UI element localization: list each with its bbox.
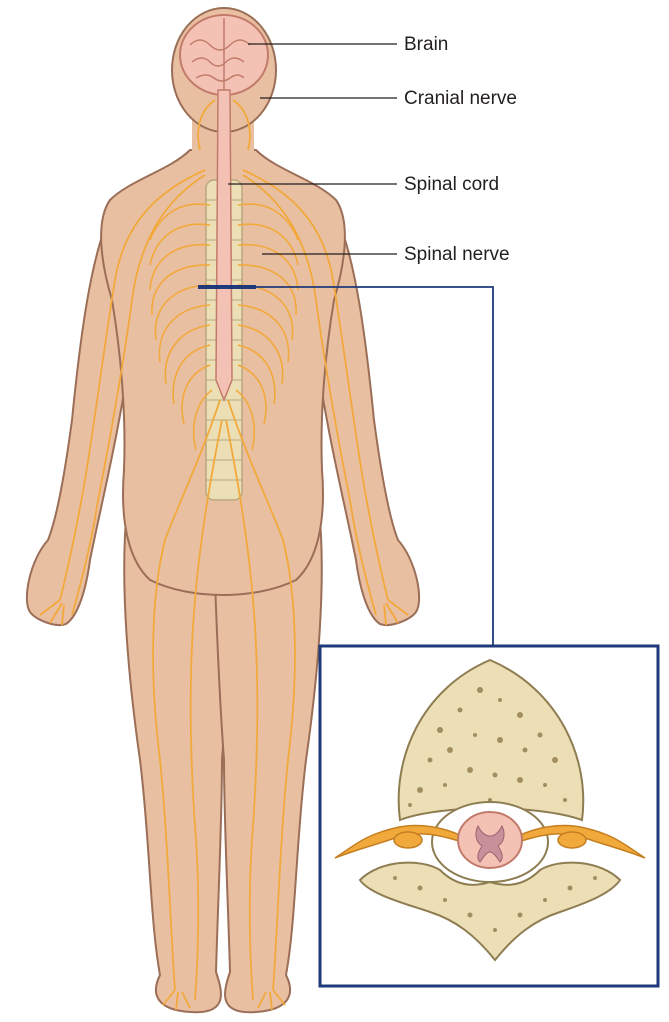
ganglion-left: [394, 832, 422, 848]
label-brain: Brain: [404, 34, 449, 55]
ganglion-right: [558, 832, 586, 848]
label-cranial-nerve: Cranial nerve: [404, 88, 517, 109]
vertebra-inset: [320, 646, 658, 986]
label-spinal-cord: Spinal cord: [404, 174, 500, 195]
spinal-cord-shape: [216, 90, 232, 400]
label-spinal-nerve: Spinal nerve: [404, 244, 510, 265]
